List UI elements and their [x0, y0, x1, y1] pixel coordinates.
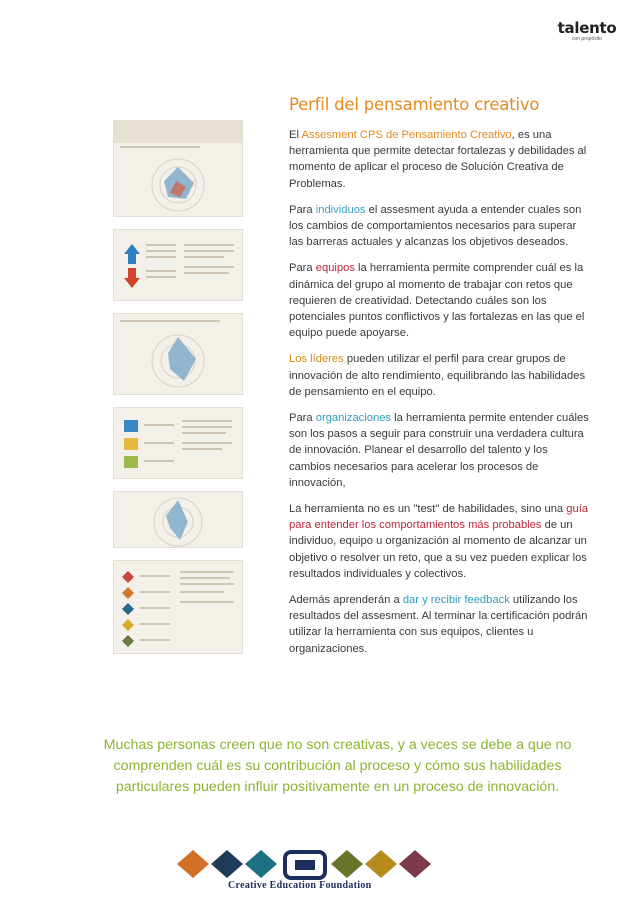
thumbnail-page-1 [113, 120, 243, 217]
cef-name: Creative Education Foundation [228, 880, 372, 891]
highlight-feedback: dar y recibir feedback [402, 594, 510, 607]
report-thumbnails [113, 120, 241, 666]
highlight-individuos: individuos [315, 203, 366, 216]
radar-chart-image [114, 151, 242, 213]
thumbnail-page-2 [113, 229, 243, 301]
thumbnail-page-6 [113, 560, 243, 654]
cef-diamonds-icon [175, 848, 455, 884]
highlight-equipos: equipos [315, 262, 355, 275]
paragraph-feedback: Además aprenderán a dar y recibir feedback utilizando los resultados del assesment. Al terminar la certificación podrán utilizar la herramienta con sus equipos, clientes u organizaciones. [289, 594, 588, 655]
thumbnail-page-4 [113, 407, 243, 479]
main-content [289, 95, 589, 667]
paragraph-guia: La herramienta no es un "test" de habilidades, sino una guía para entender los comportamientos más probables de un individuo, equipo u organización al momento de alcanzar un objetivo o resolver un reto, que a su vez pueden explicar los resultados individuales y colectivos. [289, 503, 589, 580]
highlight-guia: guía para entender los comportamientos más probables [289, 503, 589, 532]
highlight-assesment: Assesment CPS de Pensamiento Creativo [301, 129, 512, 141]
paragraph-individuos: Para individuos el assesment ayuda a entender cuales son los cambios de comportamientos necesarios para superar las barreras actuales y alcanzas los objetivos deseados. [289, 203, 582, 249]
paragraph-organizaciones: Para organizaciones la herramienta permite entender cuáles son los pasos a seguir para construir una verdadera cultura de innovación. Planear el desarrollo del talento y los cambios necesarios para acelerar los procesos de innovación, [289, 412, 589, 489]
logo-sub-text: con propósito [571, 36, 603, 42]
paragraph-equipos: Para equipos la herramienta permite comprender cuál es la dinámica del grupo al momento de trabajar con retos que requieren de creatividad. Detectando cuáles son los potenciales puntos conflictivos y las fortalezas en las que el equipo puede apoyarse. [289, 262, 585, 340]
paragraph-lideres: Los líderes pueden utilizar el perfil para crear grupos de innovación de alto rendimiento, equilibrando las habilidades de pensamiento en el equipo. [289, 353, 586, 398]
page-title: Perfil del pensamiento creativo [289, 95, 540, 114]
logo-main-text: talento [557, 19, 617, 37]
thumbnail-page-3 [113, 313, 243, 395]
talento-logo [552, 20, 622, 42]
paragraph-assesment: El Assesment CPS de Pensamiento Creativo, es una herramienta que permite detectar fortalezas y debilidades al momento de aplicar el proceso de Solución Creativa de Problemas. [289, 129, 587, 190]
highlight-organizaciones: organizaciones [315, 412, 392, 425]
highlight-lideres: Los líderes [289, 353, 344, 366]
thumbnail-page-5 [113, 491, 243, 548]
pull-quote: Muchas personas creen que no son creativas, y a veces se debe a que no comprenden cuál es su contribución al proceso y cómo sus habilidades particulares pueden influir positivamente en un proceso de innovación. [103, 737, 572, 795]
